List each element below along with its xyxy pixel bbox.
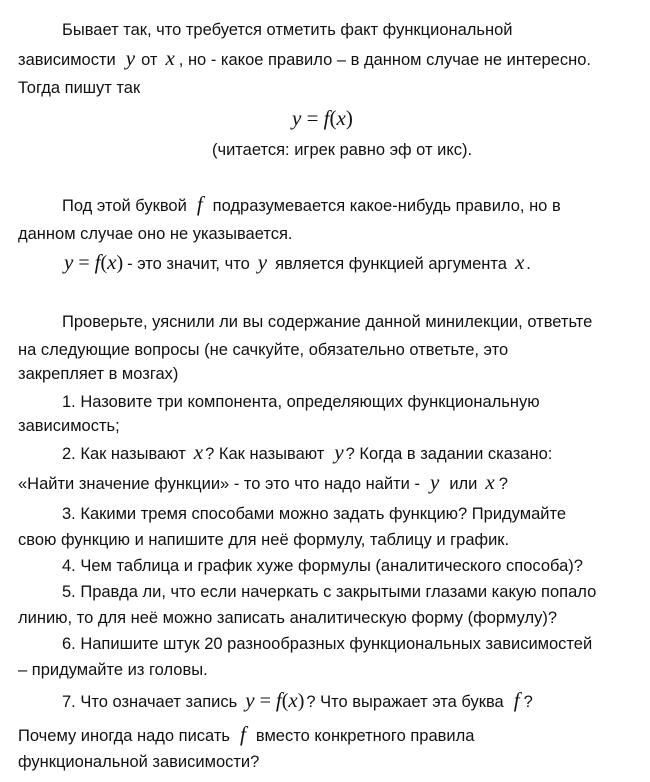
math-var-x: x xyxy=(165,46,175,70)
letter-text: Под этой буквой xyxy=(62,197,187,215)
letter-text: - это значит, что xyxy=(127,255,250,273)
intro-text: , но - какое правило – в данном случае не интересно. xyxy=(178,51,591,69)
intro-text: зависимости xyxy=(18,51,116,69)
math-var-y: y xyxy=(125,46,136,70)
math-var-x: x xyxy=(485,470,495,494)
question-7-line-3: функциональной зависимости? xyxy=(18,753,260,771)
question-2-line-1 xyxy=(62,442,552,464)
letter-line-3 xyxy=(64,252,531,274)
question-2-line-2 xyxy=(18,472,508,494)
question-text: 2. Как называют xyxy=(62,445,186,463)
question-text: вместо конкретного правила xyxy=(255,727,475,745)
question-5-line-1: 5. Правда ли, что если начеркать с закрытыми глазами какую попало xyxy=(62,583,597,601)
question-text: ? xyxy=(523,693,533,711)
question-1-line-1: 1. Назовите три компонента, определяющих функциональную xyxy=(62,393,540,411)
intro-line-2 xyxy=(18,48,591,70)
question-6-line-1: 6. Напишите штук 20 разнообразных функциональных зависимостей xyxy=(62,635,593,653)
math-var-f: f xyxy=(196,192,203,216)
math-var-y: y xyxy=(257,250,268,274)
math-var-x: x xyxy=(193,440,204,464)
letter-line-1 xyxy=(62,194,561,216)
letter-text: подразумевается какое-нибудь правило, но в xyxy=(212,197,561,215)
question-text: Почему иногда надо писать xyxy=(18,727,231,745)
formula-reading: (читается: игрек равно эф от икс). xyxy=(212,141,473,159)
question-text: «Найти значение функции» - то это что надо найти - xyxy=(18,475,420,493)
question-4: 4. Чем таблица и график хуже формулы (аналитического способа)? xyxy=(62,557,583,575)
math-var-f: f xyxy=(513,688,520,712)
formula-inline: y = f(x) xyxy=(64,250,124,274)
formula-inline: y = f(x) xyxy=(245,688,305,712)
question-7-line-1 xyxy=(62,690,533,712)
math-var-x: x xyxy=(514,250,525,274)
question-3-line-2: свою функцию и напишите для неё формулу, таблицу и график. xyxy=(18,531,510,549)
formula-y-equals-f-of-x: y = f(x) xyxy=(292,106,353,130)
intro-text: от xyxy=(141,51,158,69)
intro-line-1: Бывает так, что требуется отметить факт функциональной xyxy=(62,21,513,39)
question-5-line-2: линию, то для неё можно записать аналитическую форму (формулу)? xyxy=(18,609,558,627)
math-var-f: f xyxy=(240,722,246,746)
math-var-y: y xyxy=(334,440,344,464)
question-text: ? Когда в задании сказано: xyxy=(345,445,553,463)
question-text: ? xyxy=(498,475,508,493)
question-1-line-2: зависимость; xyxy=(18,417,120,435)
letter-text: . xyxy=(526,255,531,273)
intro-line-3: Тогда пишут так xyxy=(18,79,141,97)
question-text: 7. Что означает запись xyxy=(62,693,238,711)
letter-text: является функцией аргумента xyxy=(275,255,507,273)
question-text: ? Как называют xyxy=(205,445,325,463)
question-6-line-2: – придумайте из головы. xyxy=(18,661,208,679)
check-line-1: Проверьте, уяснили ли вы содержание данной минилекции, ответьте xyxy=(62,313,593,331)
question-7-line-2 xyxy=(18,724,474,746)
check-line-3: закрепляет в мозгах) xyxy=(18,365,179,383)
check-line-2: на следующие вопросы (не сачкуйте, обязательно ответьте, это xyxy=(18,341,509,359)
question-text: ? Что выражает эта буква xyxy=(306,693,504,711)
letter-line-2: данном случае оно не указывается. xyxy=(18,225,293,243)
question-3-line-1: 3. Какими тремя способами можно задать функцию? Придумайте xyxy=(62,505,567,523)
math-var-y: y xyxy=(429,470,440,494)
question-text: или xyxy=(449,475,478,493)
